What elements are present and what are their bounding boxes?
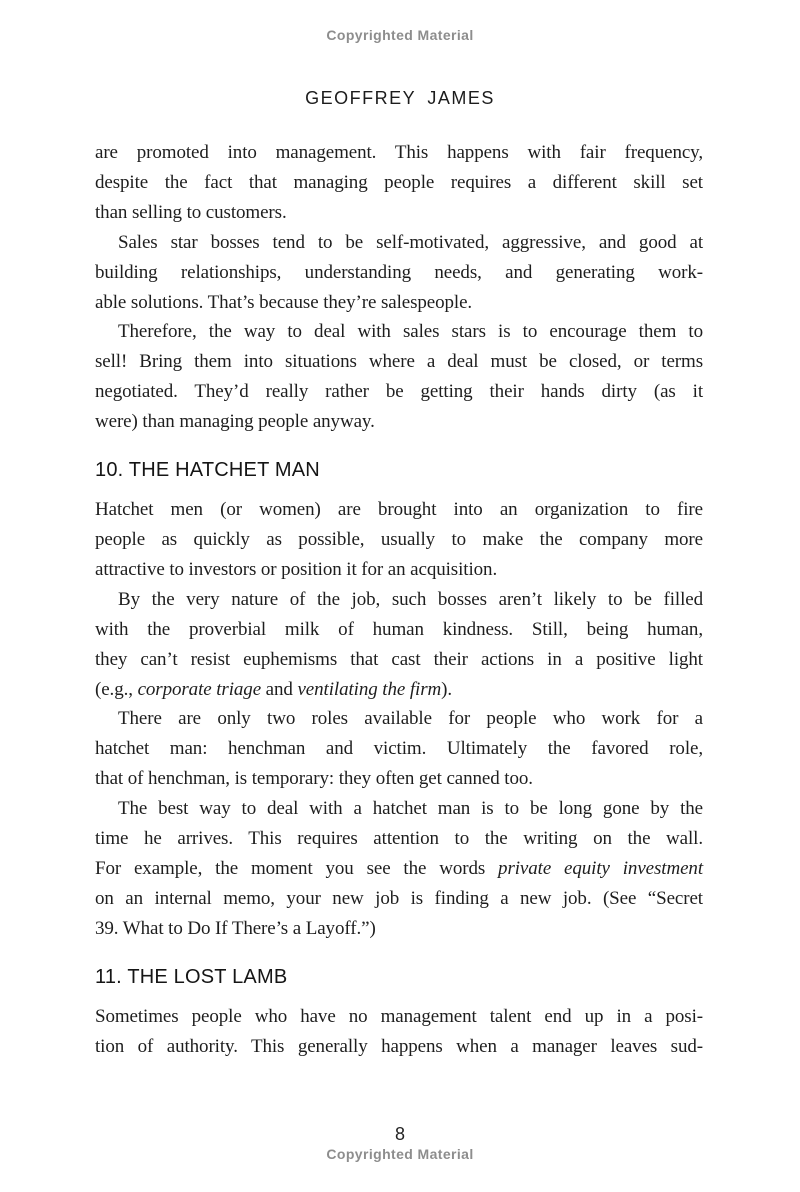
text-run: building relationships, understanding needs, and generating work-	[95, 261, 703, 283]
paragraph	[95, 1002, 703, 1062]
body-line	[95, 645, 703, 675]
paragraph	[95, 585, 703, 705]
italic-text: corporate triage	[137, 678, 262, 700]
text-run: Sales star bosses tend to be self-motivated, aggressive, and good at	[118, 231, 703, 253]
body-line	[95, 288, 703, 318]
text-run: that of henchman, is temporary: they often get canned too.	[95, 768, 533, 790]
body-line	[95, 138, 703, 168]
paragraph	[95, 704, 703, 794]
body-line	[95, 884, 703, 914]
text-run: Therefore, the way to deal with sales stars is to encourage them to	[118, 321, 703, 343]
text-run: they can’t resist euphemisms that cast their actions in a positive light	[95, 648, 703, 670]
text-run: negotiated. They’d really rather be getting their hands dirty (as it	[95, 381, 703, 403]
text-run: attractive to investors or position it for an acquisition.	[95, 558, 498, 580]
text-run: on an internal memo, your new job is finding a new job. (See “Secret	[95, 887, 703, 909]
body-line	[95, 407, 703, 437]
body-line	[95, 914, 703, 944]
body-line	[95, 704, 703, 734]
body-line	[95, 824, 703, 854]
text-run: are promoted into management. This happens with fair frequency,	[95, 142, 703, 163]
text-run: were) than managing people anyway.	[95, 411, 375, 433]
paragraph	[95, 794, 703, 944]
text-run: ).	[441, 678, 453, 700]
body-line	[95, 228, 703, 258]
body-line	[95, 258, 703, 288]
text-run: 39. What to Do If There’s a Layoff.”)	[95, 917, 376, 939]
body-line	[95, 168, 703, 198]
running-header-author: GEOFFREY JAMES	[305, 88, 495, 108]
body-line	[95, 854, 703, 884]
text-run: (e.g.,	[95, 678, 138, 700]
body-line	[95, 347, 703, 377]
paragraph	[95, 495, 703, 585]
text-run: people as quickly as possible, usually to make the company more	[95, 528, 703, 550]
text-run: and	[261, 678, 298, 700]
text-run: By the very nature of the job, such bosses aren’t likely to be filled	[118, 588, 703, 610]
body-line	[95, 585, 703, 615]
text-run: tion of authority. This generally happens when a manager leaves sud-	[95, 1035, 703, 1057]
body-line	[95, 675, 703, 705]
section-heading: 11. THE LOST LAMB	[95, 965, 288, 988]
text-run: than selling to customers.	[95, 201, 287, 223]
text-run: able solutions. That’s because they’re salespeople.	[95, 291, 473, 313]
bottom-copyright-notice: Copyrighted Material	[326, 1146, 474, 1162]
text-run: with the proverbial milk of human kindness. Still, being human,	[95, 618, 703, 640]
italic-text: private equity investment	[498, 857, 703, 879]
body-line	[95, 615, 703, 645]
body-line	[95, 734, 703, 764]
body-line	[95, 525, 703, 555]
body-line	[95, 1032, 703, 1062]
body-line	[95, 555, 703, 585]
page-number: 8	[394, 1124, 405, 1144]
paragraph	[95, 138, 703, 228]
paragraph	[95, 317, 703, 437]
body-line	[95, 495, 703, 525]
text-run: Hatchet men (or women) are brought into an organization to fire	[95, 499, 703, 521]
text-run: hatchet man: henchman and victim. Ultimately the favored role,	[95, 738, 703, 760]
top-copyright-notice: Copyrighted Material	[326, 27, 474, 43]
text-run: For example, the moment you see the words	[95, 857, 499, 879]
page-body	[95, 138, 703, 1061]
text-run: despite the fact that managing people requires a different skill set	[95, 171, 703, 193]
text-run: sell! Bring them into situations where a deal must be closed, or terms	[95, 351, 703, 373]
body-line	[95, 377, 703, 407]
paragraph	[95, 228, 703, 318]
text-run: Sometimes people who have no management talent end up in a posi-	[95, 1005, 703, 1027]
body-line	[95, 1002, 703, 1032]
body-line	[95, 317, 703, 347]
text-run: There are only two roles available for people who work for a	[118, 708, 703, 730]
italic-text: ventilating the firm	[297, 678, 442, 700]
text-run: time he arrives. This requires attention to the writing on the wall.	[95, 828, 703, 850]
body-line	[95, 198, 703, 228]
text-run: The best way to deal with a hatchet man is to be long gone by the	[118, 798, 703, 820]
section-heading: 10. THE HATCHET MAN	[95, 459, 320, 482]
body-line	[95, 794, 703, 824]
body-line	[95, 764, 703, 794]
